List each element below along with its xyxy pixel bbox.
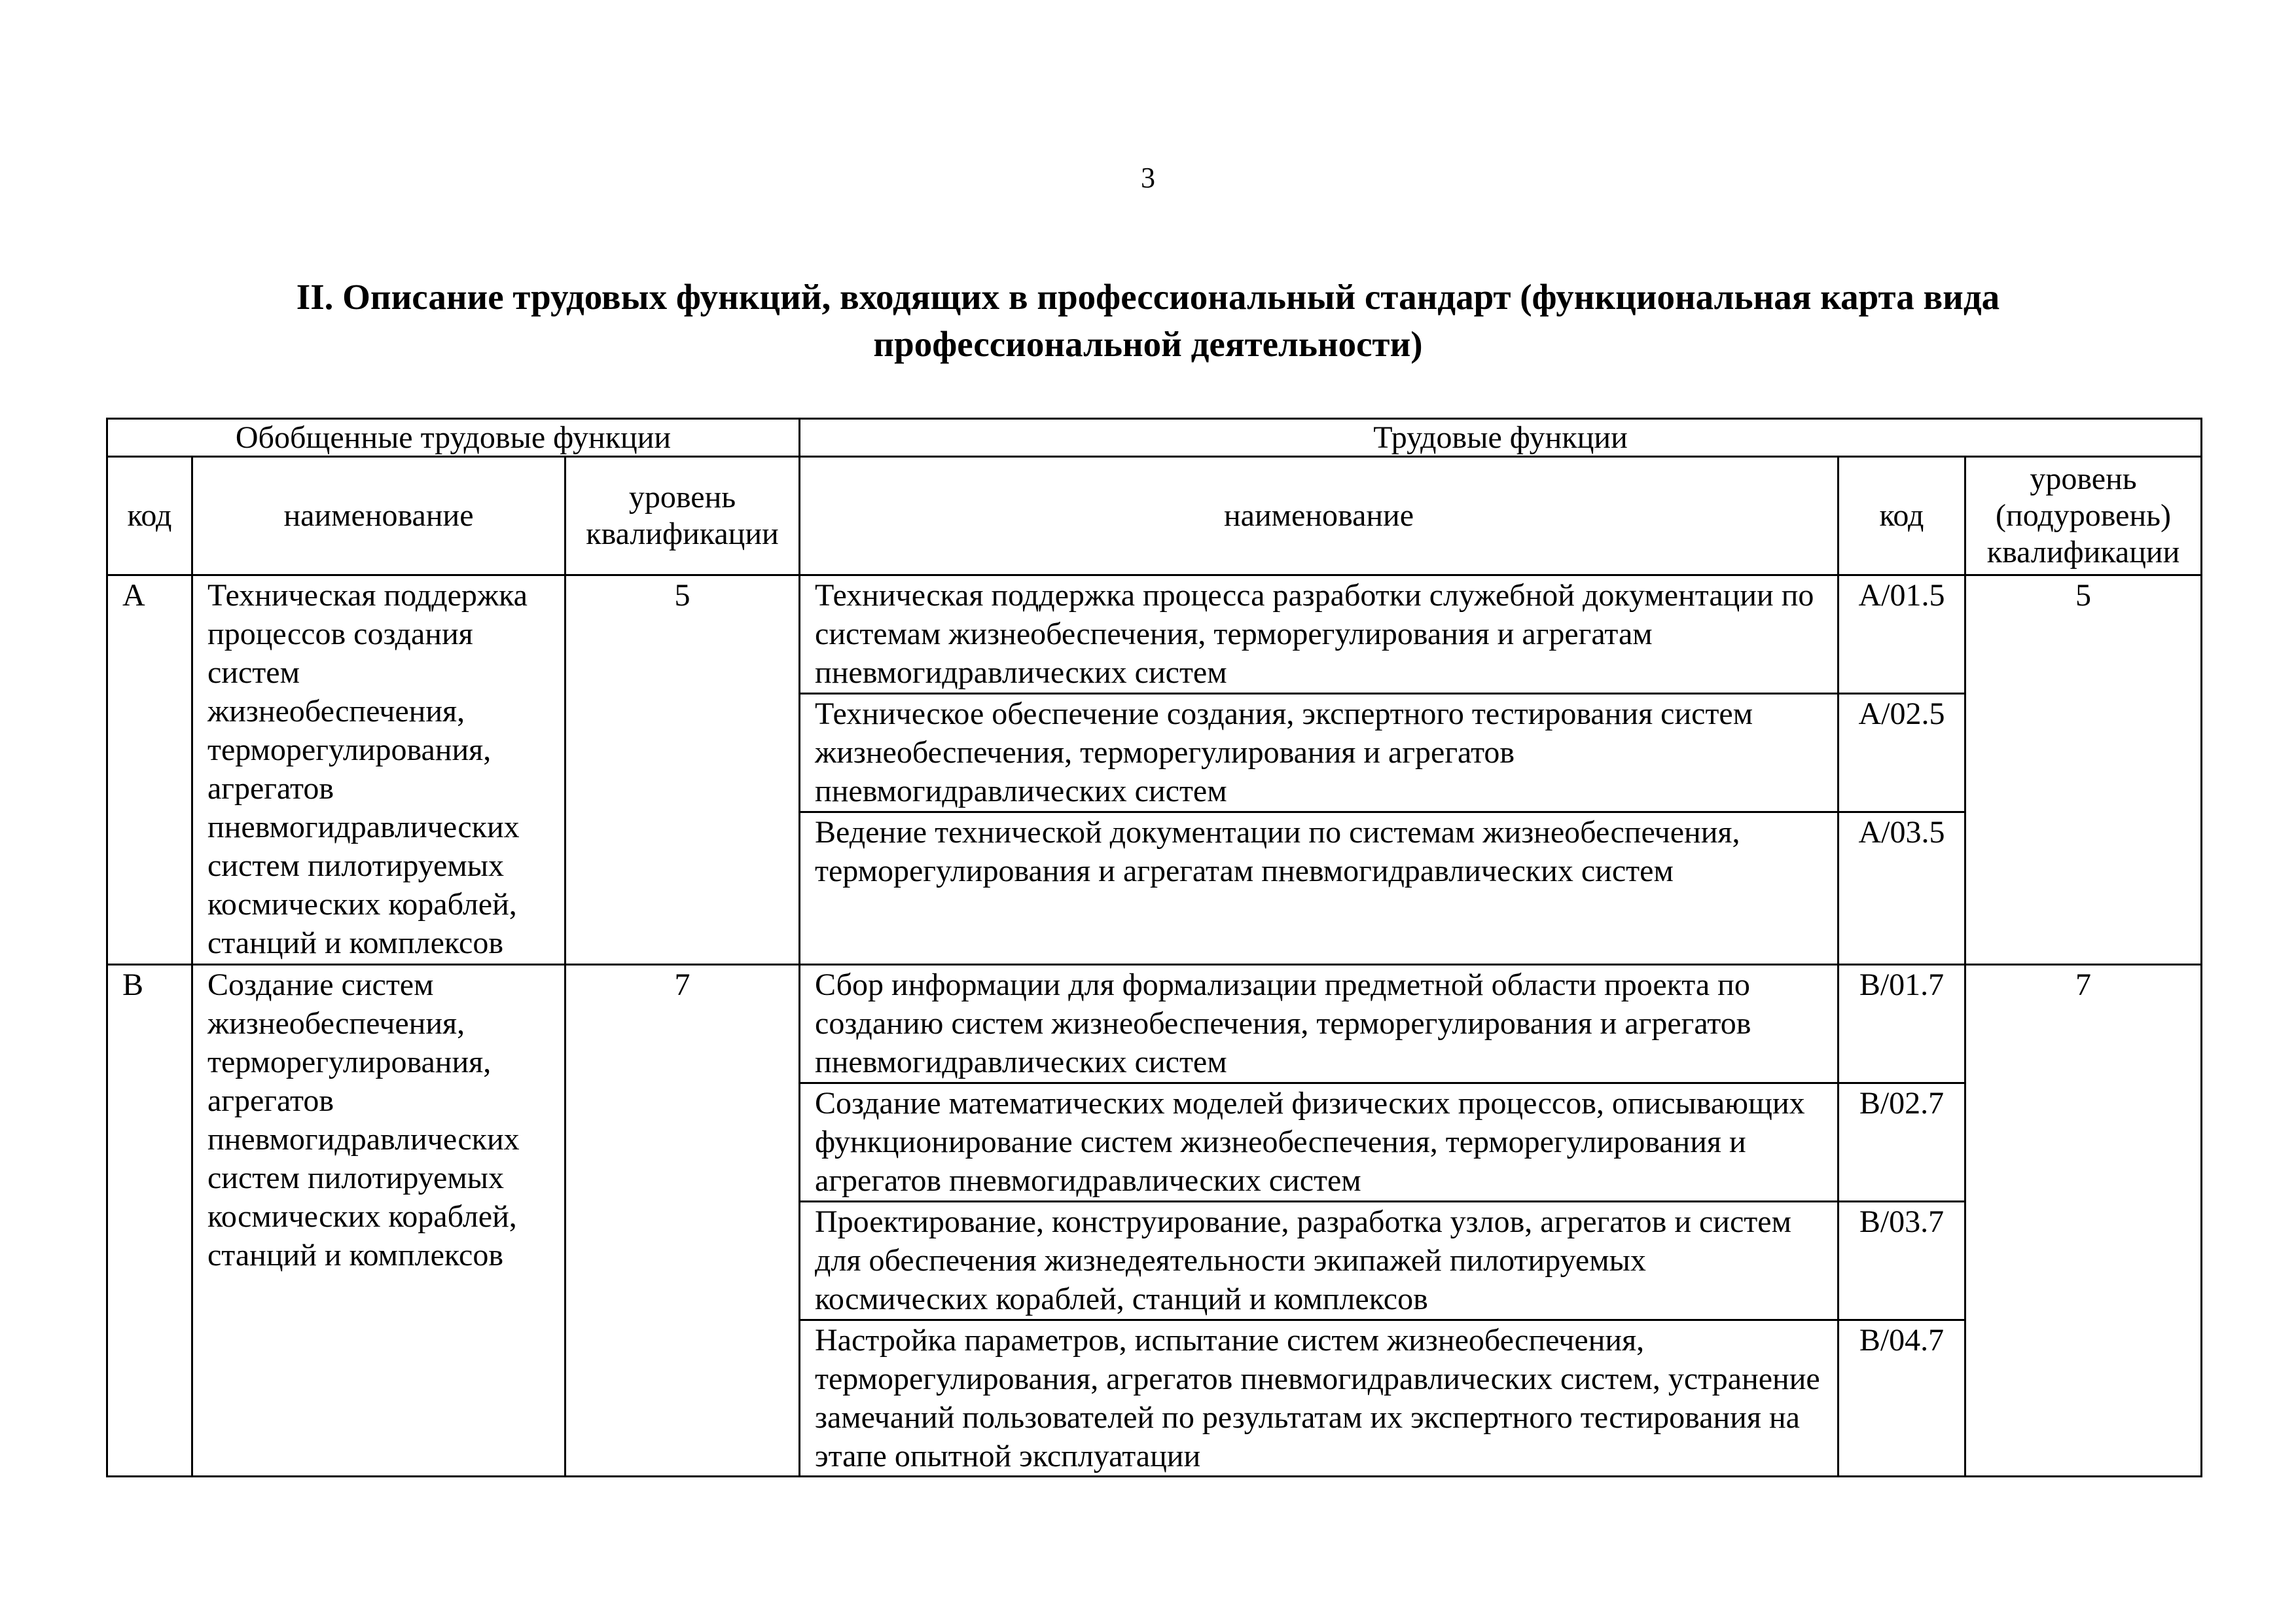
tf-b03-name: Проектирование, конструирование, разработка узлов, агрегатов и систем для обеспечения жизнедеятельности экипажей пилотируемых космических кораблей, станций и комплексов [800, 1202, 1839, 1320]
tf-a03-code: A/03.5 [1839, 812, 1965, 965]
header-gf-level: уровень квалификации [565, 457, 800, 575]
tf-a02-name: Техническое обеспечение создания, экспертного тестирования систем жизнеобеспечения, терморегулирования и агрегатов пневмогидравлических систем [800, 694, 1839, 812]
gf-a-sublevel: 5 [1965, 575, 2202, 965]
table-row [107, 965, 2202, 1083]
tf-b01-code: B/01.7 [1839, 965, 1965, 1083]
tf-b02-name: Создание математических моделей физических процессов, описывающих функционирование систем жизнеобеспечения, терморегулирования и агрегатов пневмогидравлических систем [800, 1083, 1839, 1202]
tf-b04-name: Настройка параметров, испытание систем жизнеобеспечения, терморегулирования, агрегатов пневмогидравлических систем, устранение замечаний пользователей по результатам их экспертного тестирования на этапе опытной эксплуатации [800, 1320, 1839, 1477]
page-title: II. Описание трудовых функций, входящих в профессиональный стандарт (функциональная карта вида профессиональной деятельности) [296, 277, 2000, 364]
tf-a03-name: Ведение технической документации по системам жизнеобеспечения, терморегулирования и агрегатам пневмогидравлических систем [800, 812, 1839, 965]
header-gf-name: наименование [192, 457, 565, 575]
table-row [107, 575, 2202, 694]
header-generalized-functions: Обобщенные трудовые функции [107, 419, 800, 457]
tf-a02-code: A/02.5 [1839, 694, 1965, 812]
header-tf-name: наименование [800, 457, 1839, 575]
tf-b03-code: B/03.7 [1839, 1202, 1965, 1320]
gf-b-code: B [107, 965, 192, 1477]
header-tf-level: уровень (подуровень) квалификации [1965, 457, 2202, 575]
gf-a-code: A [107, 575, 192, 965]
header-labor-functions: Трудовые функции [800, 419, 2202, 457]
tf-b02-code: B/02.7 [1839, 1083, 1965, 1202]
gf-b-name: Создание систем жизнеобеспечения, терморегулирования, агрегатов пневмогидравлических систем пилотируемых космических кораблей, станций и комплексов [192, 965, 565, 1477]
table-column-header-row [107, 457, 2202, 575]
table-group-header-row [107, 419, 2202, 457]
gf-b-level: 7 [565, 965, 800, 1477]
page-number: 3 [1141, 162, 1155, 194]
gf-a-level: 5 [565, 575, 800, 965]
functional-map-table [106, 418, 2202, 1477]
tf-b01-name: Сбор информации для формализации предметной области проекта по созданию систем жизнеобеспечения, терморегулирования и агрегатов пневмогидравлических систем [800, 965, 1839, 1083]
tf-a01-code: A/01.5 [1839, 575, 1965, 694]
gf-a-name: Техническая поддержка процессов создания систем жизнеобеспечения, терморегулирования, агрегатов пневмогидравлических систем пилотируемых космических кораблей, станций и комплексов [192, 575, 565, 965]
tf-a01-name: Техническая поддержка процесса разработки служебной документации по системам жизнеобеспечения, терморегулирования и агрегатам пневмогидравлических систем [800, 575, 1839, 694]
tf-b04-code: B/04.7 [1839, 1320, 1965, 1477]
header-tf-code: код [1839, 457, 1965, 575]
header-gf-code: код [107, 457, 192, 575]
gf-b-sublevel: 7 [1965, 965, 2202, 1477]
